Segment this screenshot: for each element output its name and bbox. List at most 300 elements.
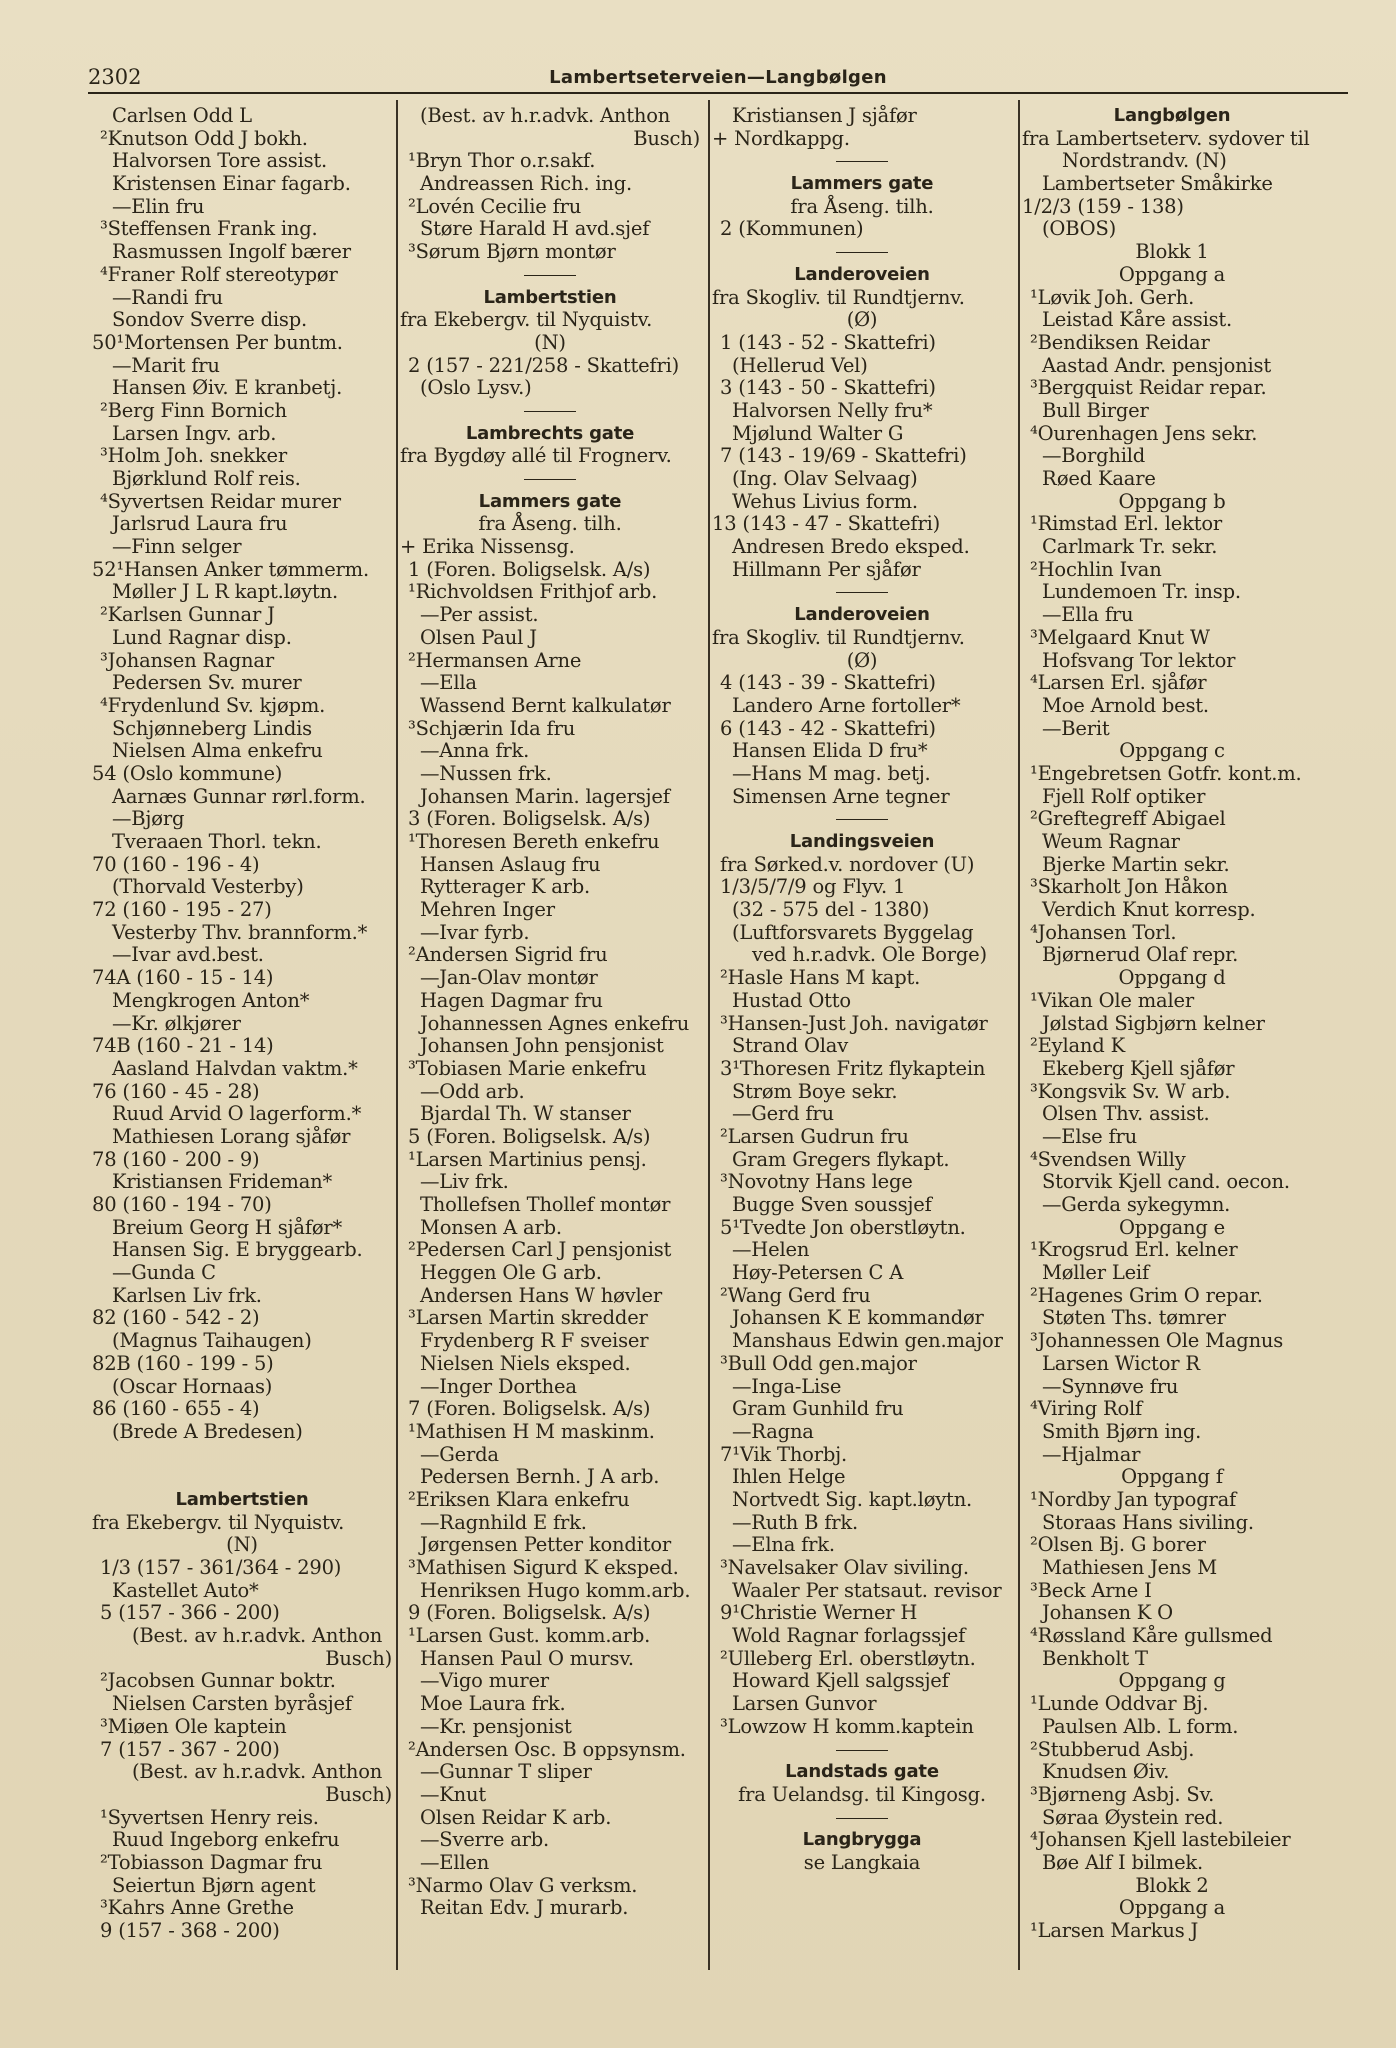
street-heading: Landingsveien [789, 831, 935, 852]
resident-entry: —Berit [1042, 716, 1110, 740]
resident-entry: ⁴Syvertsen Reidar murer [100, 489, 341, 513]
resident-entry: —Odd arb. [420, 1079, 525, 1103]
resident-entry: 6 (143 - 42 - Skattefri) [720, 716, 936, 740]
centered-line: Oppgang b [1118, 489, 1226, 513]
address-entry: 82B (160 - 199 - 5) [92, 1351, 274, 1375]
resident-entry: ²Pedersen Carl J pensjonist [408, 1238, 672, 1262]
resident-entry: Landero Arne fortoller* [732, 693, 961, 717]
resident-entry: Bjerke Martin sekr. [1042, 852, 1230, 876]
resident-entry: —Elna frk. [732, 1533, 835, 1557]
address-entry: + Erika Nissensg. [400, 535, 575, 559]
resident-entry: Benkholt T [1042, 1646, 1148, 1670]
resident-entry: —Ragna [732, 1419, 814, 1443]
resident-entry: (OBOS) [1042, 217, 1117, 241]
resident-entry: Simensen Arne tegner [732, 784, 950, 808]
resident-entry: —Gunnar T sliper [420, 1760, 592, 1784]
resident-entry: 7 (Foren. Boligselsk. A/s) [408, 1397, 651, 1421]
resident-entry: ²Jacobsen Gunnar boktr. [100, 1669, 336, 1693]
column-4 [1022, 105, 1322, 1965]
resident-entry: —Ella [420, 671, 477, 695]
centered-line: Oppgang g [1118, 1669, 1226, 1693]
resident-entry: ¹Mathisen H M maskinm. [408, 1419, 655, 1443]
centered-line: (N) [226, 1533, 258, 1557]
resident-entry: ²Eriksen Klara enkefru [408, 1487, 630, 1511]
resident-entry: ¹Bryn Thor o.r.sakf. [408, 149, 596, 173]
resident-entry: ²Hagenes Grim O repar. [1030, 1283, 1263, 1307]
resident-entry: ⁴Svendsen Willy [1030, 1147, 1186, 1171]
resident-entry: Nortvedt Sig. kapt.løytn. [732, 1487, 973, 1511]
resident-entry: —Hans M mag. betj. [732, 761, 931, 785]
resident-entry: Kastellet Auto* [112, 1578, 259, 1602]
resident-entry: Henriksen Hugo komm.arb. [420, 1578, 691, 1602]
resident-entry: Breium Georg H sjåfør* [112, 1215, 343, 1239]
resident-entry: (Best. av h.r.advk. Anthon [132, 1760, 383, 1784]
street-heading: Lambertstien [175, 1488, 309, 1510]
resident-entry: Bull Birger [1042, 398, 1149, 422]
resident-entry: Gram Gregers flykapt. [732, 1147, 950, 1171]
resident-entry: Hustad Otto [732, 988, 851, 1012]
resident-entry: —Nussen frk. [420, 761, 552, 785]
blank-line [92, 1444, 392, 1467]
resident-entry: —Ella fru [1042, 603, 1134, 627]
street-heading: Landeroveien [794, 604, 930, 626]
address-entry: 1/2/3 (159 - 138) [1022, 194, 1184, 218]
resident-entry: Reitan Edv. J murarb. [420, 1896, 629, 1920]
centered-line: fra Åseng. tilh. [790, 194, 934, 218]
resident-entry: —Jan-Olav montør [420, 966, 598, 990]
resident-entry: Seiertun Bjørn agent [112, 1873, 316, 1897]
resident-entry: 4 (143 - 39 - Skattefri) [720, 671, 936, 695]
resident-entry: Johansen K E kommandør [732, 1306, 984, 1330]
resident-entry: Kristensen Einar fagarb. [112, 172, 351, 196]
resident-entry: —Else fru [1042, 1124, 1138, 1148]
column-1 [92, 105, 392, 1965]
resident-entry: —Ivar avd.best. [112, 943, 264, 967]
resident-entry: —Knut [420, 1782, 487, 1806]
address-entry: 78 (160 - 200 - 9) [92, 1147, 260, 1171]
address-entry: 72 (160 - 195 - 27) [92, 898, 272, 922]
resident-entry: ³Melgaard Knut W [1030, 625, 1210, 649]
resident-entry: (32 - 575 del - 1380) [732, 898, 930, 922]
street-heading: Lammers gate [478, 490, 622, 512]
street-heading: Lammers gate [790, 173, 934, 195]
resident-entry: ³Bergquist Reidar repar. [1030, 376, 1267, 400]
resident-entry: ¹Engebretsen Gotfr. kont.m. [1030, 761, 1302, 785]
resident-entry: ³Novotny Hans lege [720, 1170, 913, 1194]
resident-entry: ⁴Frydenlund Sv. kjøpm. [100, 693, 326, 717]
resident-entry: ¹Thoresen Bereth enkefru [408, 830, 660, 853]
resident-entry: —Sverre arb. [420, 1828, 550, 1852]
resident-entry: (Luftforsvarets Byggelag [732, 920, 974, 944]
resident-entry: Andresen Bredo eksped. [732, 535, 970, 559]
resident-entry: ⁴Viring Rolf [1030, 1397, 1143, 1421]
resident-entry: ²Berg Finn Bornich [100, 398, 287, 422]
resident-entry: —Elin fru [112, 194, 205, 218]
address-entry: 82 (160 - 542 - 2) [92, 1306, 260, 1330]
resident-entry: Wassend Bernt kalkulatør [420, 693, 671, 717]
resident-entry: ¹Lunde Oddvar Bj. [1030, 1692, 1209, 1716]
resident-entry: Storvik Kjell cand. oecon. [1042, 1170, 1290, 1194]
resident-entry: Monsen A arb. [420, 1215, 562, 1239]
resident-entry: Bjørnerud Olaf repr. [1042, 943, 1239, 967]
resident-entry: 1/3 (157 - 361/364 - 290) [100, 1556, 342, 1579]
resident-entry: —Liv frk. [420, 1170, 509, 1194]
resident-entry: ²Lovén Cecilie fru [408, 194, 582, 218]
resident-entry: ³Beck Arne I [1030, 1578, 1152, 1602]
resident-entry: ¹Løvik Joh. Gerh. [1030, 285, 1195, 309]
resident-entry: Støre Harald H avd.sjef [420, 217, 650, 241]
resident-entry: 7 (157 - 367 - 200) [100, 1737, 280, 1761]
resident-entry: —Ivar fyrb. [420, 920, 530, 944]
section-separator [712, 581, 1012, 604]
resident-entry: ¹Nordby Jan typograf [1030, 1487, 1237, 1511]
resident-entry: —Gunda C [112, 1261, 216, 1285]
resident-entry: Bugge Sven soussjef [732, 1193, 932, 1216]
resident-entry: ¹Rimstad Erl. lektor [1030, 512, 1223, 536]
resident-entry: Møller Leif [1042, 1261, 1149, 1285]
continuation-line: Busch) [325, 1782, 392, 1806]
resident-entry: 7¹Vik Thorbj. [720, 1442, 847, 1466]
resident-entry: Mathiesen Lorang sjåfør [112, 1124, 351, 1148]
resident-entry: ³Tobiasen Marie enkefru [408, 1056, 647, 1080]
resident-entry: ³Lowzow H komm.kaptein [720, 1714, 974, 1738]
resident-entry: Aasland Halvdan vaktm.* [112, 1056, 358, 1080]
resident-entry: (Oscar Hornaas) [112, 1374, 273, 1398]
resident-entry: ²Larsen Gudrun fru [720, 1124, 909, 1148]
section-separator [712, 150, 1012, 173]
resident-entry: Howard Kjell salgssjef [732, 1669, 949, 1693]
resident-entry: Larsen Wictor R [1042, 1351, 1200, 1375]
resident-entry: ²Eyland K [1030, 1034, 1125, 1058]
resident-entry: Nordstrandv. (N) [1062, 149, 1227, 173]
resident-entry: —Per assist. [420, 603, 539, 627]
column-divider [1018, 100, 1020, 1970]
resident-entry: —Ragnhild E frk. [420, 1510, 587, 1534]
resident-entry: 1 (143 - 52 - Skattefri) [720, 330, 936, 354]
section-separator [712, 241, 1012, 264]
resident-entry: (Hellerud Vel) [732, 353, 868, 377]
resident-entry: ²Hochlin Ivan [1030, 557, 1162, 581]
resident-entry: Ruud Arvid O lagerform.* [112, 1102, 362, 1126]
resident-entry: —Borghild [1042, 444, 1146, 468]
resident-entry: Johansen K O [1042, 1601, 1173, 1625]
resident-entry: Rasmussen Ingolf bærer [112, 240, 351, 264]
resident-entry: 5¹Tvedte Jon oberstløytn. [720, 1215, 966, 1239]
resident-entry: 5 (Foren. Boligselsk. A/s) [408, 1124, 651, 1148]
resident-entry: Johannessen Agnes enkefru [420, 1011, 690, 1035]
address-entry: 50¹Mortensen Per buntm. [92, 330, 343, 354]
resident-entry: ³Kongsvik Sv. W arb. [1030, 1079, 1231, 1103]
section-separator [712, 1739, 1012, 1762]
continuation-line: Busch) [325, 1646, 392, 1670]
resident-entry: ¹Richvoldsen Frithjof arb. [408, 580, 658, 604]
resident-entry: Lambertseter Småkirke [1042, 172, 1273, 196]
centered-line: fra Uelandsg. til Kingosg. [738, 1782, 986, 1806]
street-heading: Lambertstien [483, 286, 617, 308]
centered-line: (Ø) [846, 308, 878, 332]
resident-entry: 2 (157 - 221/258 - Skattefri) [408, 353, 680, 377]
centered-line: Blokk 1 [1135, 240, 1209, 264]
resident-entry: —Marit fru [112, 353, 220, 377]
resident-entry: ²Hermansen Arne [408, 648, 582, 672]
resident-entry: ³Miøen Ole kaptein [100, 1714, 287, 1738]
resident-entry: ²Tobiasson Dagmar fru [100, 1850, 323, 1874]
resident-entry: Høy-Petersen C A [732, 1261, 904, 1285]
resident-entry: Wehus Livius form. [732, 489, 918, 513]
address-entry: fra Ekebergv. til Nyquistv. [92, 1510, 345, 1534]
resident-entry: —Ruth B frk. [732, 1510, 859, 1534]
resident-entry: Johansen John pensjonist [420, 1034, 664, 1058]
resident-entry: Jørgensen Petter konditor [420, 1533, 672, 1557]
resident-entry: Storaas Hans siviling. [1042, 1510, 1254, 1534]
address-entry: fra Skogliv. til Rundtjernv. [712, 285, 965, 309]
address-entry: 70 (160 - 196 - 4) [92, 852, 260, 876]
resident-entry: ¹Larsen Martinius pensj. [408, 1147, 647, 1171]
resident-entry: Andreassen Rich. ing. [420, 172, 632, 196]
resident-entry: ³Kahrs Anne Grethe [100, 1896, 294, 1920]
resident-entry: fra Sørked.v. nordover (U) [720, 852, 975, 876]
resident-entry: 3 (Foren. Boligselsk. A/s) [408, 807, 651, 831]
resident-entry: (Oslo Lysv.) [420, 376, 532, 400]
resident-entry: ²Olsen Bj. G borer [1030, 1533, 1206, 1557]
address-entry: fra Bygdøy allé til Frognerv. [400, 444, 672, 468]
resident-entry: ³Bull Odd gen.major [720, 1351, 917, 1375]
resident-entry: ³Narmo Olav G verksm. [408, 1873, 638, 1897]
resident-entry: Mehren Inger [420, 898, 555, 922]
resident-entry: Rytterager K arb. [420, 875, 591, 899]
resident-entry: Olsen Thv. assist. [1042, 1102, 1210, 1126]
centered-line: (Ø) [846, 648, 878, 672]
resident-entry: Hofsvang Tor lektor [1042, 648, 1236, 672]
section-separator [400, 264, 700, 287]
column-divider [396, 100, 398, 1970]
resident-entry: Hillmann Per sjåfør [732, 557, 921, 581]
resident-entry: ²Greftegreff Abigael [1030, 807, 1226, 831]
resident-entry: Røed Kaare [1042, 467, 1156, 490]
resident-entry: Larsen Ingv. arb. [112, 421, 277, 445]
resident-entry: —Gerda [420, 1442, 499, 1466]
resident-entry: Hagen Dagmar fru [420, 988, 603, 1012]
section-separator [712, 808, 1012, 831]
resident-entry: ³Holm Joh. snekker [100, 444, 288, 468]
resident-entry: 3¹Thoresen Fritz flykaptein [720, 1056, 986, 1080]
resident-entry: (Thorvald Vesterby) [112, 875, 304, 899]
centered-line: Oppgang c [1119, 739, 1225, 763]
resident-entry: Karlsen Liv frk. [112, 1283, 262, 1307]
resident-entry: —Finn selger [112, 535, 242, 559]
resident-entry: 9 (157 - 368 - 200) [100, 1919, 280, 1942]
resident-entry: 1/3/5/7/9 og Flyv. 1 [720, 875, 906, 899]
address-entry: 80 (160 - 194 - 70) [92, 1193, 272, 1216]
resident-entry: ¹Larsen Markus J [1030, 1919, 1199, 1942]
resident-entry: 1 (Foren. Boligselsk. A/s) [408, 557, 651, 581]
resident-entry: Aarnæs Gunnar rørl.form. [112, 784, 366, 808]
column-divider [708, 100, 710, 1970]
resident-entry: Mathiesen Jens M [1042, 1556, 1217, 1579]
street-heading: Lambrechts gate [465, 422, 635, 444]
centered-line: Oppgang f [1121, 1465, 1223, 1489]
resident-entry: ⁴Røssland Kåre gullsmed [1030, 1624, 1273, 1648]
resident-entry: (Brede A Bredesen) [112, 1419, 303, 1443]
address-entry: 76 (160 - 45 - 28) [92, 1079, 260, 1103]
resident-entry: ⁴Johansen Kjell lastebileier [1030, 1828, 1291, 1852]
column-3 [712, 105, 1012, 1965]
address-entry: fra Lambertseterv. sydover til [1022, 126, 1310, 150]
resident-entry: (Magnus Taihaugen) [112, 1329, 312, 1353]
resident-entry: ²Wang Gerd fru [720, 1283, 871, 1307]
centered-line: Blokk 2 [1135, 1873, 1209, 1897]
resident-entry: ³Larsen Martin skredder [408, 1306, 648, 1330]
resident-entry: Møller J L R kapt.løytn. [112, 580, 339, 604]
resident-entry: Støten Ths. tømrer [1042, 1306, 1226, 1330]
resident-entry: ¹Larsen Gust. komm.arb. [408, 1624, 651, 1648]
column-2 [400, 105, 700, 1965]
resident-entry: ³Navelsaker Olav siviling. [720, 1556, 969, 1579]
resident-entry: ²Andersen Osc. B oppsynsm. [408, 1737, 686, 1761]
centered-line: Oppgang a [1118, 262, 1226, 286]
resident-entry: ³Bjørneng Asbj. Sv. [1030, 1782, 1215, 1806]
resident-entry: —Inga-Lise [732, 1374, 842, 1398]
resident-entry: —Kr. ølkjører [112, 1011, 241, 1035]
resident-entry: ²Hasle Hans M kapt. [720, 966, 921, 990]
centered-line: fra Åseng. tilh. [478, 512, 622, 536]
running-head: Lambertseterveien—Langbølgen [549, 67, 887, 88]
resident-entry: 7 (143 - 19/69 - Skattefri) [720, 444, 967, 468]
resident-entry: Vesterby Thv. brannform.* [112, 920, 368, 944]
street-heading: Landeroveien [794, 263, 930, 285]
resident-entry: Schjønneberg Lindis [112, 716, 312, 740]
resident-entry: Kristiansen Frideman* [112, 1170, 333, 1194]
centered-line: (N) [534, 330, 566, 354]
resident-entry: Leistad Kåre assist. [1042, 308, 1233, 332]
resident-entry: ³Sørum Bjørn montør [408, 240, 616, 264]
resident-entry: ⁴Larsen Erl. sjåfør [1030, 671, 1207, 695]
resident-entry: ²Andersen Sigrid fru [408, 943, 608, 967]
resident-entry: Frydenberg R F sveiser [420, 1329, 649, 1353]
resident-entry: Mengkrogen Anton* [112, 988, 310, 1012]
centered-line: se Langkaia [803, 1850, 921, 1874]
resident-entry: ⁴Johansen Torl. [1030, 920, 1177, 944]
resident-entry: —Gerd fru [732, 1102, 834, 1126]
resident-entry: Olsen Paul J [420, 625, 537, 649]
resident-entry: Ekeberg Kjell sjåfør [1042, 1056, 1235, 1080]
resident-entry: ³Hansen-Just Joh. navigatør [720, 1011, 988, 1035]
resident-entry: Aastad Andr. pensjonist [1042, 353, 1271, 377]
resident-entry: Weum Ragnar [1042, 830, 1180, 853]
resident-entry: Carlsen Odd L [112, 105, 252, 127]
resident-entry: Nielsen Carsten byråsjef [112, 1692, 352, 1716]
resident-entry: 3 (143 - 50 - Skattefri) [720, 376, 936, 400]
resident-entry: —Hjalmar [1042, 1442, 1141, 1466]
resident-entry: Hansen Øiv. E kranbetj. [112, 376, 343, 400]
centered-line: Oppgang a [1118, 1896, 1226, 1920]
resident-entry: Halvorsen Nelly fru* [732, 398, 933, 422]
resident-entry: Gram Gunhild fru [732, 1397, 904, 1421]
resident-entry: Strand Olav [732, 1034, 849, 1058]
resident-entry: Larsen Gunvor [732, 1692, 877, 1716]
resident-entry: Ruud Ingeborg enkefru [112, 1828, 340, 1852]
header-rule [88, 92, 1348, 94]
resident-entry: ¹Syvertsen Henry reis. [100, 1805, 319, 1829]
address-entry: 13 (143 - 47 - Skattefri) [712, 512, 941, 536]
resident-entry: Bøe Alf I bilmek. [1042, 1850, 1204, 1874]
address-entry: 86 (160 - 655 - 4) [92, 1397, 260, 1421]
resident-entry: Sondov Sverre disp. [112, 308, 307, 332]
resident-entry: ¹Krogsrud Erl. kelner [1030, 1238, 1238, 1262]
resident-entry: ³Johansen Ragnar [100, 648, 274, 672]
resident-entry: Pedersen Sv. murer [112, 671, 302, 695]
resident-entry: Jarlsrud Laura fru [112, 512, 288, 536]
resident-entry: —Inger Dorthea [420, 1374, 577, 1398]
resident-entry: Manshaus Edwin gen.major [732, 1329, 1003, 1353]
resident-entry: Mjølund Walter G [732, 421, 904, 445]
resident-entry: Halvorsen Tore assist. [112, 149, 328, 173]
resident-entry: ³Mathisen Sigurd K eksped. [408, 1556, 679, 1579]
resident-entry: (Best. av h.r.advk. Anthon [132, 1624, 383, 1648]
resident-entry: ³Schjærin Ida fru [408, 716, 576, 740]
resident-entry: Verdich Knut korresp. [1042, 898, 1256, 922]
street-heading: Langbølgen [1113, 105, 1231, 126]
resident-entry: Smith Bjørn ing. [1042, 1419, 1202, 1443]
street-heading: Langbrygga [802, 1829, 922, 1851]
resident-entry: Hansen Aslaug fru [420, 852, 601, 876]
section-separator [712, 1807, 1012, 1830]
address-entry: fra Skogliv. til Rundtjernv. [712, 625, 965, 649]
continuation-line: Busch) [633, 126, 700, 150]
address-entry: fra Ekebergv. til Nyquistv. [400, 308, 653, 332]
resident-entry: Andersen Hans W høvler [420, 1283, 662, 1307]
resident-entry: —Bjørg [112, 807, 185, 831]
resident-entry: Lund Ragnar disp. [112, 625, 292, 649]
resident-entry: Jølstad Sigbjørn kelner [1042, 1011, 1265, 1035]
resident-entry: Pedersen Bernh. J A arb. [420, 1465, 660, 1489]
resident-entry: Waaler Per statsaut. revisor [732, 1578, 1002, 1602]
resident-entry: Hansen Paul O mursv. [420, 1646, 634, 1670]
resident-entry: —Anna frk. [420, 739, 530, 763]
centered-line: Oppgang e [1118, 1215, 1226, 1239]
resident-entry: Hansen Sig. E bryggearb. [112, 1238, 363, 1262]
section-separator [400, 468, 700, 491]
resident-entry: Bjørklund Rolf reis. [112, 467, 301, 490]
resident-entry: Hansen Elida D fru* [732, 739, 928, 763]
resident-entry: Wold Ragnar forlagssjef [732, 1624, 966, 1648]
resident-entry: Nielsen Niels eksped. [420, 1351, 631, 1375]
resident-entry: (Best. av h.r.advk. Anthon [420, 105, 671, 127]
resident-entry: —Ellen [420, 1850, 490, 1874]
blank-line [92, 1466, 392, 1489]
resident-entry: ved h.r.advk. Ole Borge) [752, 943, 987, 967]
resident-entry: —Vigo murer [420, 1669, 549, 1693]
resident-entry: —Gerda sykegymn. [1042, 1193, 1231, 1216]
resident-entry: Carlmark Tr. sekr. [1042, 535, 1218, 559]
resident-entry: ²Stubberud Asbj. [1030, 1737, 1195, 1761]
page-header [88, 62, 1348, 96]
resident-entry: 5 (157 - 366 - 200) [100, 1601, 280, 1625]
resident-entry: ⁴Franer Rolf stereotypør [100, 262, 338, 286]
centered-line: Oppgang d [1118, 966, 1226, 990]
address-entry: 52¹Hansen Anker tømmerm. [92, 557, 369, 581]
resident-entry: Tveraaen Thorl. tekn. [112, 830, 322, 853]
resident-entry: Lundemoen Tr. insp. [1042, 580, 1241, 604]
resident-entry: Kristiansen J sjåfør [732, 105, 917, 127]
resident-entry: 2 (Kommunen) [720, 217, 864, 241]
page-number: 2302 [88, 65, 142, 89]
resident-entry: ³Steffensen Frank ing. [100, 217, 318, 241]
resident-entry: —Helen [732, 1238, 810, 1262]
street-heading: Landstads gate [785, 1761, 939, 1783]
resident-entry: ²Ulleberg Erl. oberstløytn. [720, 1646, 976, 1670]
resident-entry: ²Karlsen Gunnar J [100, 603, 275, 627]
